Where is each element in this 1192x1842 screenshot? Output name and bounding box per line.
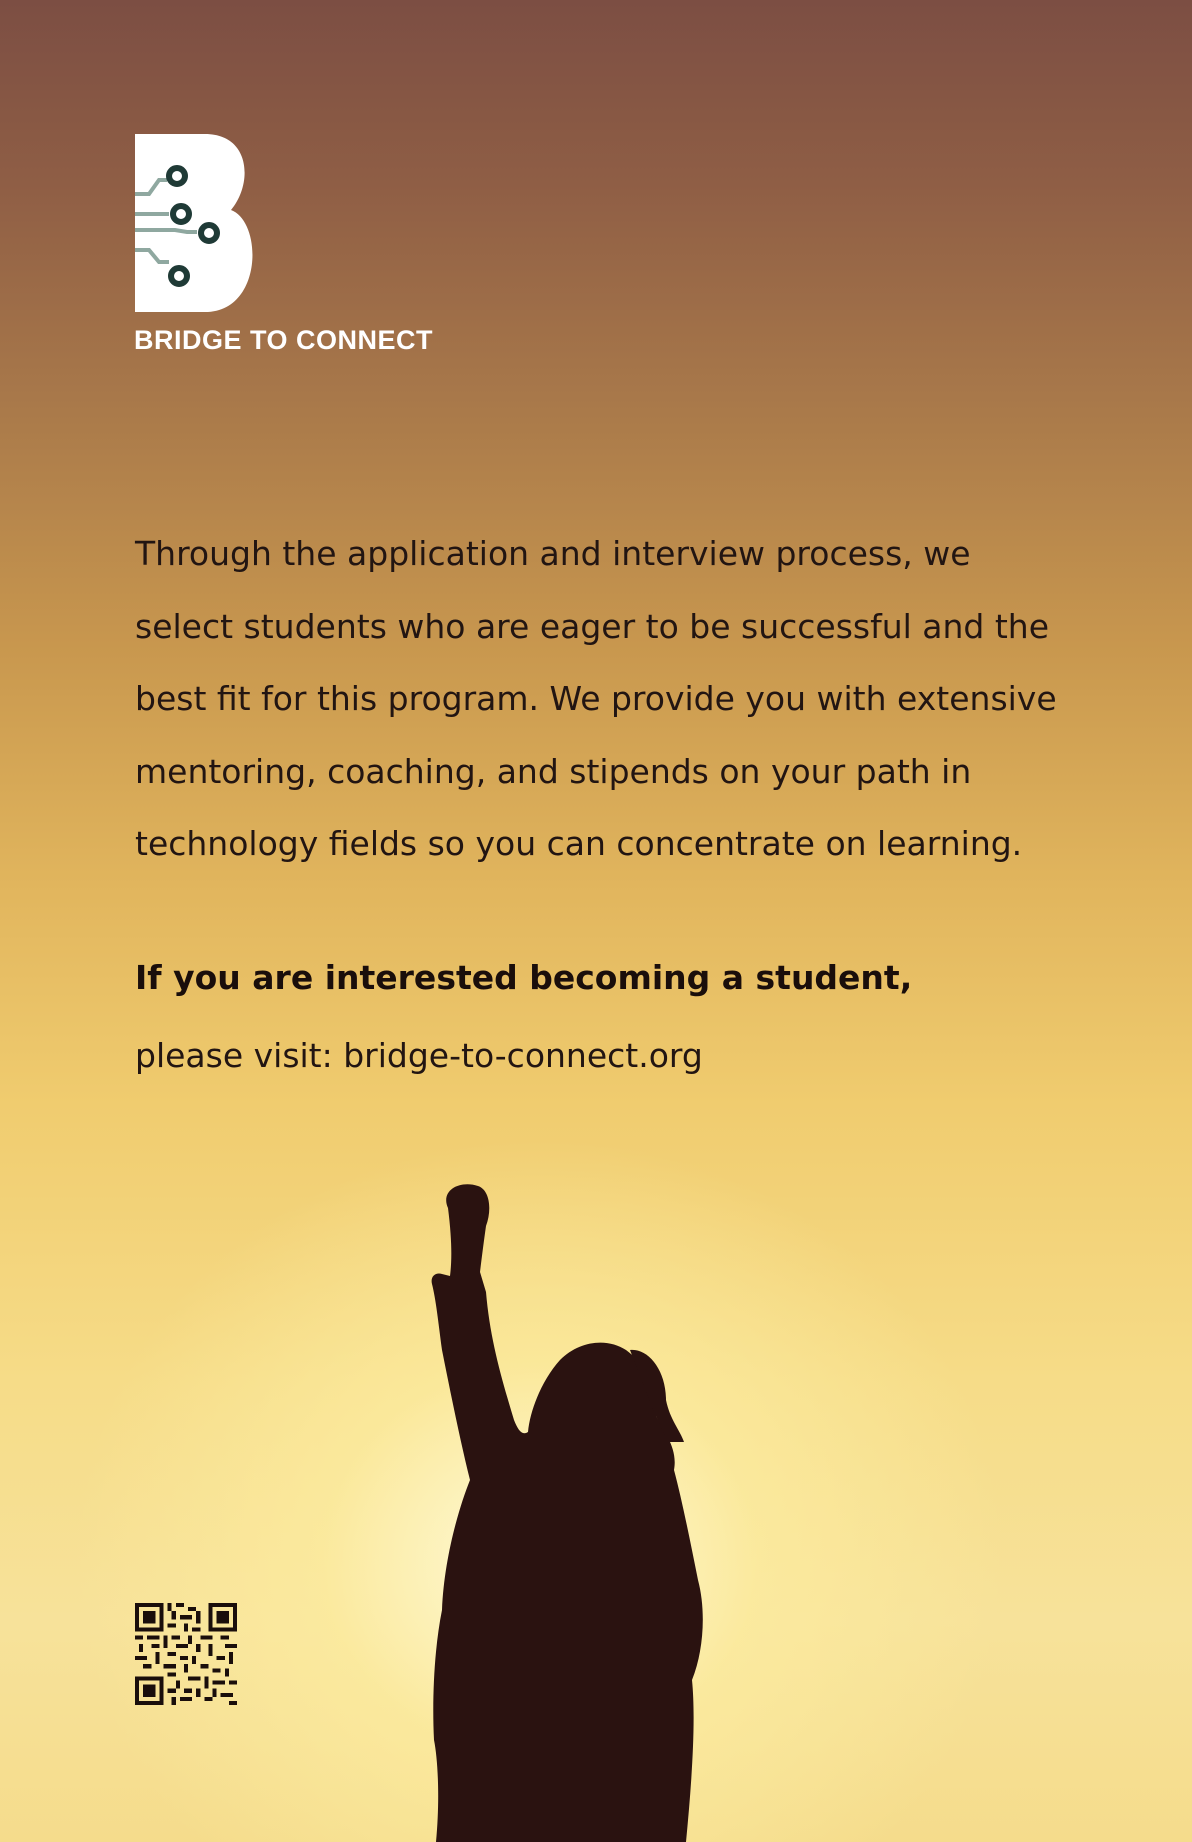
program-description: Through the application and interview process, we select students who are eager to be successful and the best fit for this program. We provide you with extensive mentoring, coaching, and stipends on your path in technology fields so you can concentrate on learning. [135, 534, 1057, 863]
brand-name: BRIDGE TO CONNECT [134, 325, 434, 355]
bridge-to-connect-logo-icon [135, 134, 265, 312]
qr-code-icon[interactable] [135, 1603, 237, 1705]
cta-visit-link[interactable]: please visit: bridge-to-connect.org [135, 1036, 703, 1075]
cta-heading: If you are interested becoming a student, [135, 958, 913, 997]
raised-fist-silhouette-image [430, 1180, 770, 1842]
